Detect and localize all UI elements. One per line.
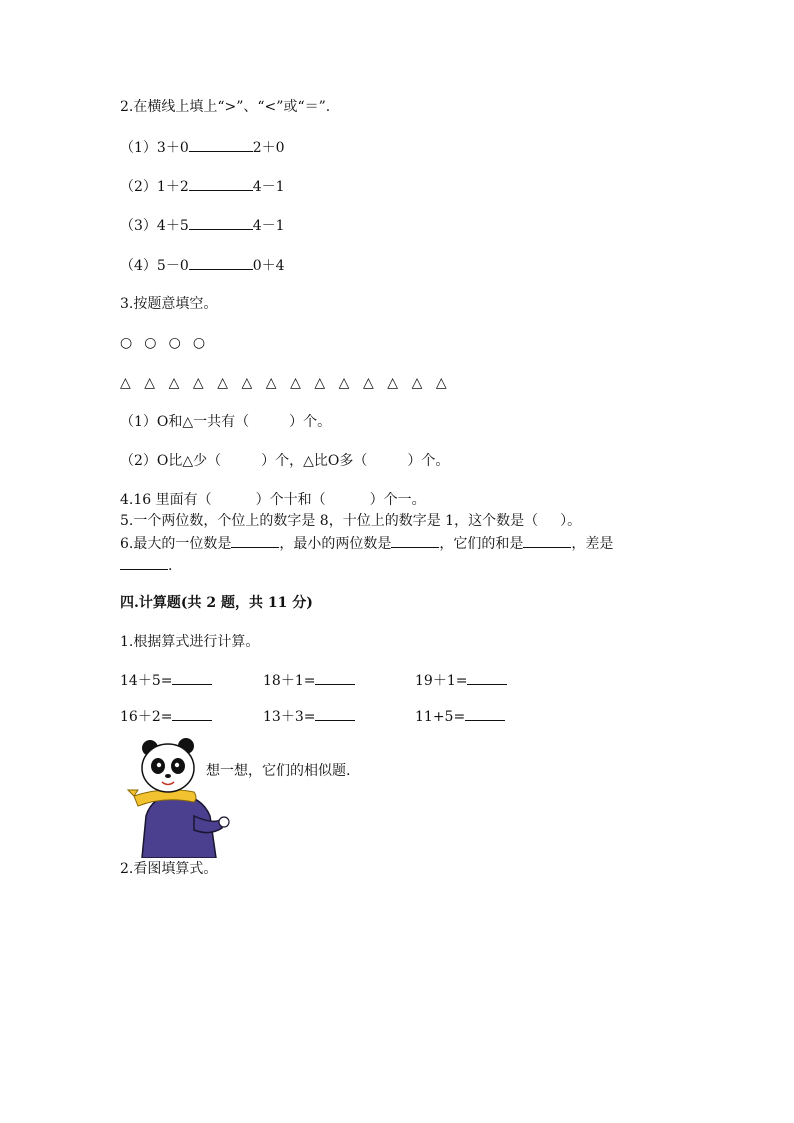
answer-blank[interactable] xyxy=(315,671,355,685)
answer-blank[interactable] xyxy=(231,534,279,548)
triangle-shape: △ xyxy=(411,375,423,391)
calc1-title: 1.根据算式进行计算。 xyxy=(120,634,260,650)
answer-blank[interactable] xyxy=(189,177,253,191)
q2-title: 2.在横线上填上“>”、“<”或“＝”. xyxy=(120,99,331,115)
q3-sub-2: （2）O比△少（ ）个，△比O多（ ）个。 xyxy=(120,453,450,469)
triangle-shape: △ xyxy=(217,375,228,391)
q6: 6.最大的一位数是 ，最小的两位数是 ，它们的和是 ，差是 xyxy=(120,536,614,552)
triangle-shape: △ xyxy=(290,375,301,391)
answer-blank[interactable] xyxy=(189,216,253,230)
calc-item: 13＋3= xyxy=(263,707,355,726)
calc-item: 14＋5= xyxy=(120,671,212,690)
triangle-shape: △ xyxy=(265,375,277,391)
answer-blank[interactable] xyxy=(315,707,355,721)
triangle-row xyxy=(120,374,460,392)
q3-sub-1: （1）O和△一共有（ ）个。 xyxy=(120,414,332,430)
answer-blank[interactable] xyxy=(120,556,168,570)
panda-speech: 想一想，它们的相似题. xyxy=(206,763,351,779)
circle-shape: ○ xyxy=(192,335,206,351)
answer-blank[interactable] xyxy=(172,671,212,685)
q5: 5.一个两位数，个位上的数字是 8，十位上的数字是 1，这个数是（ ）。 xyxy=(120,513,582,529)
triangle-shape: △ xyxy=(435,375,447,391)
answer-blank[interactable] xyxy=(391,534,439,548)
q4: 4.16 里面有（ ）个十和（ ）个一。 xyxy=(120,492,426,508)
circle-row xyxy=(120,334,217,352)
answer-blank[interactable] xyxy=(465,707,505,721)
q2-item-1: （1）3＋0 2＋0 xyxy=(120,140,285,156)
triangle-shape: △ xyxy=(168,375,180,391)
triangle-shape: △ xyxy=(192,375,204,391)
q2-item-2: （2）1＋2 4－1 xyxy=(120,179,285,195)
calc-item: 18＋1= xyxy=(263,671,355,690)
triangle-shape: △ xyxy=(120,375,131,391)
answer-blank[interactable] xyxy=(172,707,212,721)
q6-continued: . xyxy=(120,556,172,575)
q2-item-3: （3）4＋5 4－1 xyxy=(120,218,285,234)
circle-shape: ○ xyxy=(120,335,133,351)
answer-blank[interactable] xyxy=(189,256,253,270)
panda-illustration xyxy=(124,738,234,858)
q3-title: 3.按题意填空。 xyxy=(120,296,218,312)
circle-shape: ○ xyxy=(144,335,157,351)
answer-blank[interactable] xyxy=(467,671,507,685)
calc-item: 19＋1= xyxy=(415,671,507,690)
calc-item: 16＋2= xyxy=(120,707,212,726)
triangle-shape: △ xyxy=(387,375,399,391)
triangle-shape: △ xyxy=(314,375,326,391)
triangle-shape: △ xyxy=(338,375,350,391)
triangle-shape: △ xyxy=(362,375,374,391)
q2-item-4: （4）5－0 0＋4 xyxy=(120,258,285,274)
triangle-shape: △ xyxy=(144,375,156,391)
section-title: 四.计算题(共 2 题，共 11 分) xyxy=(120,595,313,611)
triangle-shape: △ xyxy=(241,375,253,391)
answer-blank[interactable] xyxy=(189,138,253,152)
circle-shape: ○ xyxy=(168,335,181,351)
answer-blank[interactable] xyxy=(523,534,571,548)
calc2-title: 2.看图填算式。 xyxy=(120,861,218,877)
calc-item: 11+5= xyxy=(415,707,505,726)
